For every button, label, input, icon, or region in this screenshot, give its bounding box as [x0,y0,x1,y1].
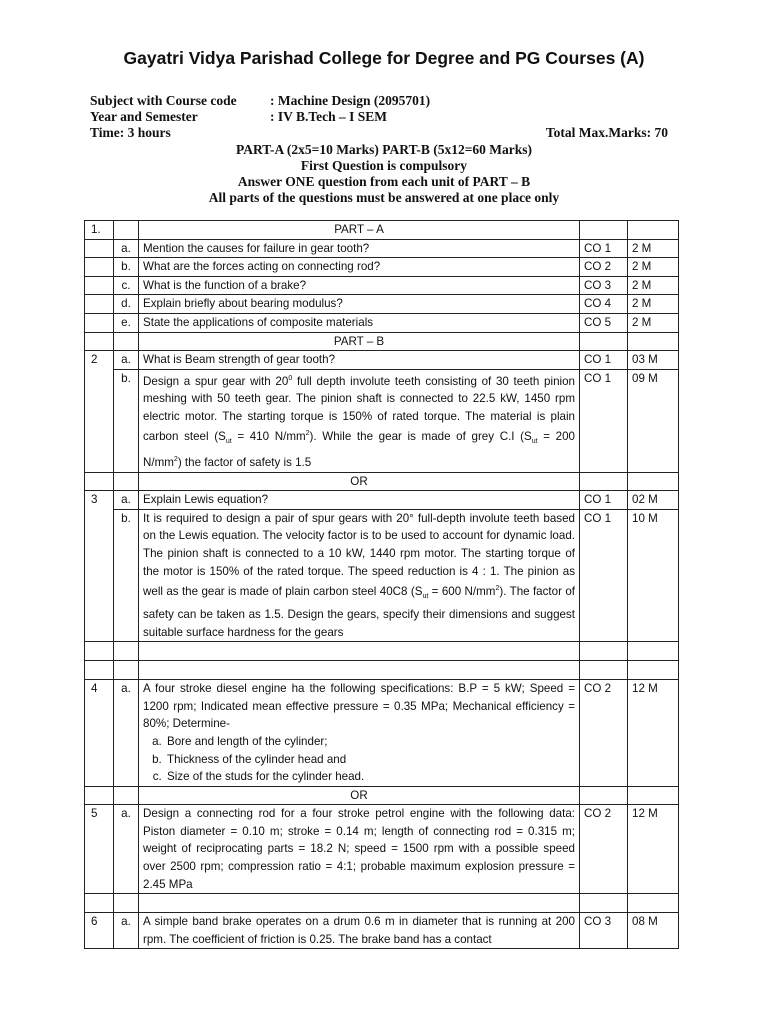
part-a-header: PART – A [139,221,580,240]
question-number: 4 [85,680,114,787]
sub-label: b. [114,369,139,472]
compulsory-note: First Question is compulsory [300,158,468,173]
sub-label: a. [114,913,139,949]
question-text: Explain briefly about bearing modulus? [139,295,580,314]
marks-cell: 08 M [628,913,679,949]
sub-list [143,733,575,786]
subject-value: : Machine Design (2095701) [270,93,431,108]
question-text: Mention the causes for failure in gear tooth? [139,239,580,258]
question-text: State the applications of composite materials [139,313,580,332]
sub-label: e. [114,313,139,332]
question-text: Explain Lewis equation? [139,491,580,510]
question-text: Design a connecting rod for a four stroke petrol engine with the following data: Piston diameter = 0.10 m; stroke = 0.14 m; length of connecting rod = 0.315 m; weight of reciprocating parts = 18.2 N; speed = 1500 rpm with a possible speed over 2500 rpm; compression ratio = 4:1; probable maximum explosion pressure = 2.45 MPa [139,805,580,894]
co-cell: CO 4 [580,295,628,314]
year-value: : IV B.Tech – I SEM [270,109,388,124]
co-cell: CO 1 [580,351,628,370]
sub-label: b. [114,258,139,277]
marks-cell: 12 M [628,680,679,787]
co-cell: CO 1 [580,239,628,258]
table-row [85,369,679,472]
marks-cell: 10 M [628,509,679,641]
table-row [85,295,679,314]
sub-label: d. [114,295,139,314]
marks-cell: 12 M [628,805,679,894]
marks-cell: 2 M [628,276,679,295]
co-cell: CO 3 [580,913,628,949]
question-number: 5 [85,805,114,894]
sub-label: b. [114,509,139,641]
table-row [85,239,679,258]
marks-cell: 09 M [628,369,679,472]
question-text: What are the forces acting on connecting rod? [139,258,580,277]
question-table [84,220,679,949]
co-cell: CO 1 [580,509,628,641]
table-row [85,913,679,949]
total-marks: Total Max.Marks: 70 [545,125,668,140]
answer-one-note: Answer ONE question from each unit of PART – B [237,174,531,189]
or-divider: OR [139,786,580,805]
marks-cell: 2 M [628,295,679,314]
co-cell: CO 2 [580,680,628,787]
table-row [85,894,679,913]
co-cell: CO 1 [580,491,628,510]
sub-label: a. [114,805,139,894]
question-text: A simple band brake operates on a drum 0.6 m in diameter that is running at 200 rpm. The coefficient of friction is 0.25. The brake band has a contact [139,913,580,949]
marks-split: PART-A (2x5=10 Marks) PART-B (5x12=60 Marks) [235,142,533,157]
question-number: 6 [85,913,114,949]
list-item: b. Thickness of the cylinder head and [165,751,575,769]
table-row [85,472,679,491]
marks-cell: 2 M [628,239,679,258]
marks-cell: 2 M [628,313,679,332]
question-number: 1. [85,221,114,240]
question-text: Design a spur gear with $20^0$ full depth involute teeth consisting of 30 teeth pinion meshing with 50 teeth gear. The pinion shaft is connected to 22.5 kW, 1450 rpm electric motor. The starting torque is 150% of rated torque. The material is plain carbon steel ($S_{ut} = 410$ $N/mm^2$). While the gear is made of grey C.I ($S_{ut} = 200$ $N/mm^2$) the factor of safety is 1.5 [139,369,580,472]
part-b-header: PART – B [139,332,580,351]
table-row [85,642,679,661]
co-cell: CO 5 [580,313,628,332]
question-text: It is required to design a pair of spur gears with 20° full-depth involute teeth based on the Lewis equation. The velocity factor is to be used to account for dynamic load. The pinion shaft is connected to a 10 kW, 1440 rpm motor. The starting torque of the motor is 150% of the rated torque. The speed reduction is 4 : 1. The pinion as well as the gear is made of plain carbon steel 40C8 ($S_{ut} = 600$ $N/mm^2$). The factor of safety can be taken as 1.5. Design the gears, specify their dimensions and suggest suitable surface hardness for the gears [139,509,580,641]
question-text: A four stroke diesel engine ha the following specifications: B.P = 5 kW; Speed = 1200 rpm; Indicated mean effective pressure = 0.35 MPa; Mechanical efficiency = 80%; Determine- a. Bore and length of the cylinder; b. Thickness of the cylinder head and c. Size of the studs for the cylinder head. [139,680,580,787]
table-row [85,276,679,295]
table-row [85,332,679,351]
table-row [85,805,679,894]
table-row [85,661,679,680]
table-row [85,491,679,510]
year-label: Year and Semester [90,109,198,124]
sub-label: a. [114,239,139,258]
table-row [85,509,679,641]
time-label: Time: 3 hours [90,125,171,140]
table-row [85,313,679,332]
table-row [85,258,679,277]
question-number: 3 [85,491,114,642]
subject-label: Subject with Course code [90,93,237,108]
co-cell: CO 3 [580,276,628,295]
marks-cell: 2 M [628,258,679,277]
sub-label: c. [114,276,139,295]
table-row [85,351,679,370]
same-place-note: All parts of the questions must be answered at one place only [208,190,560,205]
co-cell: CO 2 [580,258,628,277]
list-item: a. Bore and length of the cylinder; [165,733,575,751]
or-divider: OR [139,472,580,491]
question-text: What is Beam strength of gear tooth? [139,351,580,370]
college-title: Gayatri Vidya Parishad College for Degree and PG Courses (A) [123,48,645,68]
marks-cell: 03 M [628,351,679,370]
sub-label: a. [114,491,139,510]
co-cell: CO 2 [580,805,628,894]
table-row [85,786,679,805]
sub-label: a. [114,351,139,370]
marks-cell: 02 M [628,491,679,510]
sub-label: a. [114,680,139,787]
table-row [85,221,679,240]
co-cell: CO 1 [580,369,628,472]
table-row [85,680,679,787]
exam-meta [90,93,690,143]
list-item: c. Size of the studs for the cylinder head. [165,768,575,786]
question-number: 2 [85,351,114,472]
question-text: What is the function of a brake? [139,276,580,295]
